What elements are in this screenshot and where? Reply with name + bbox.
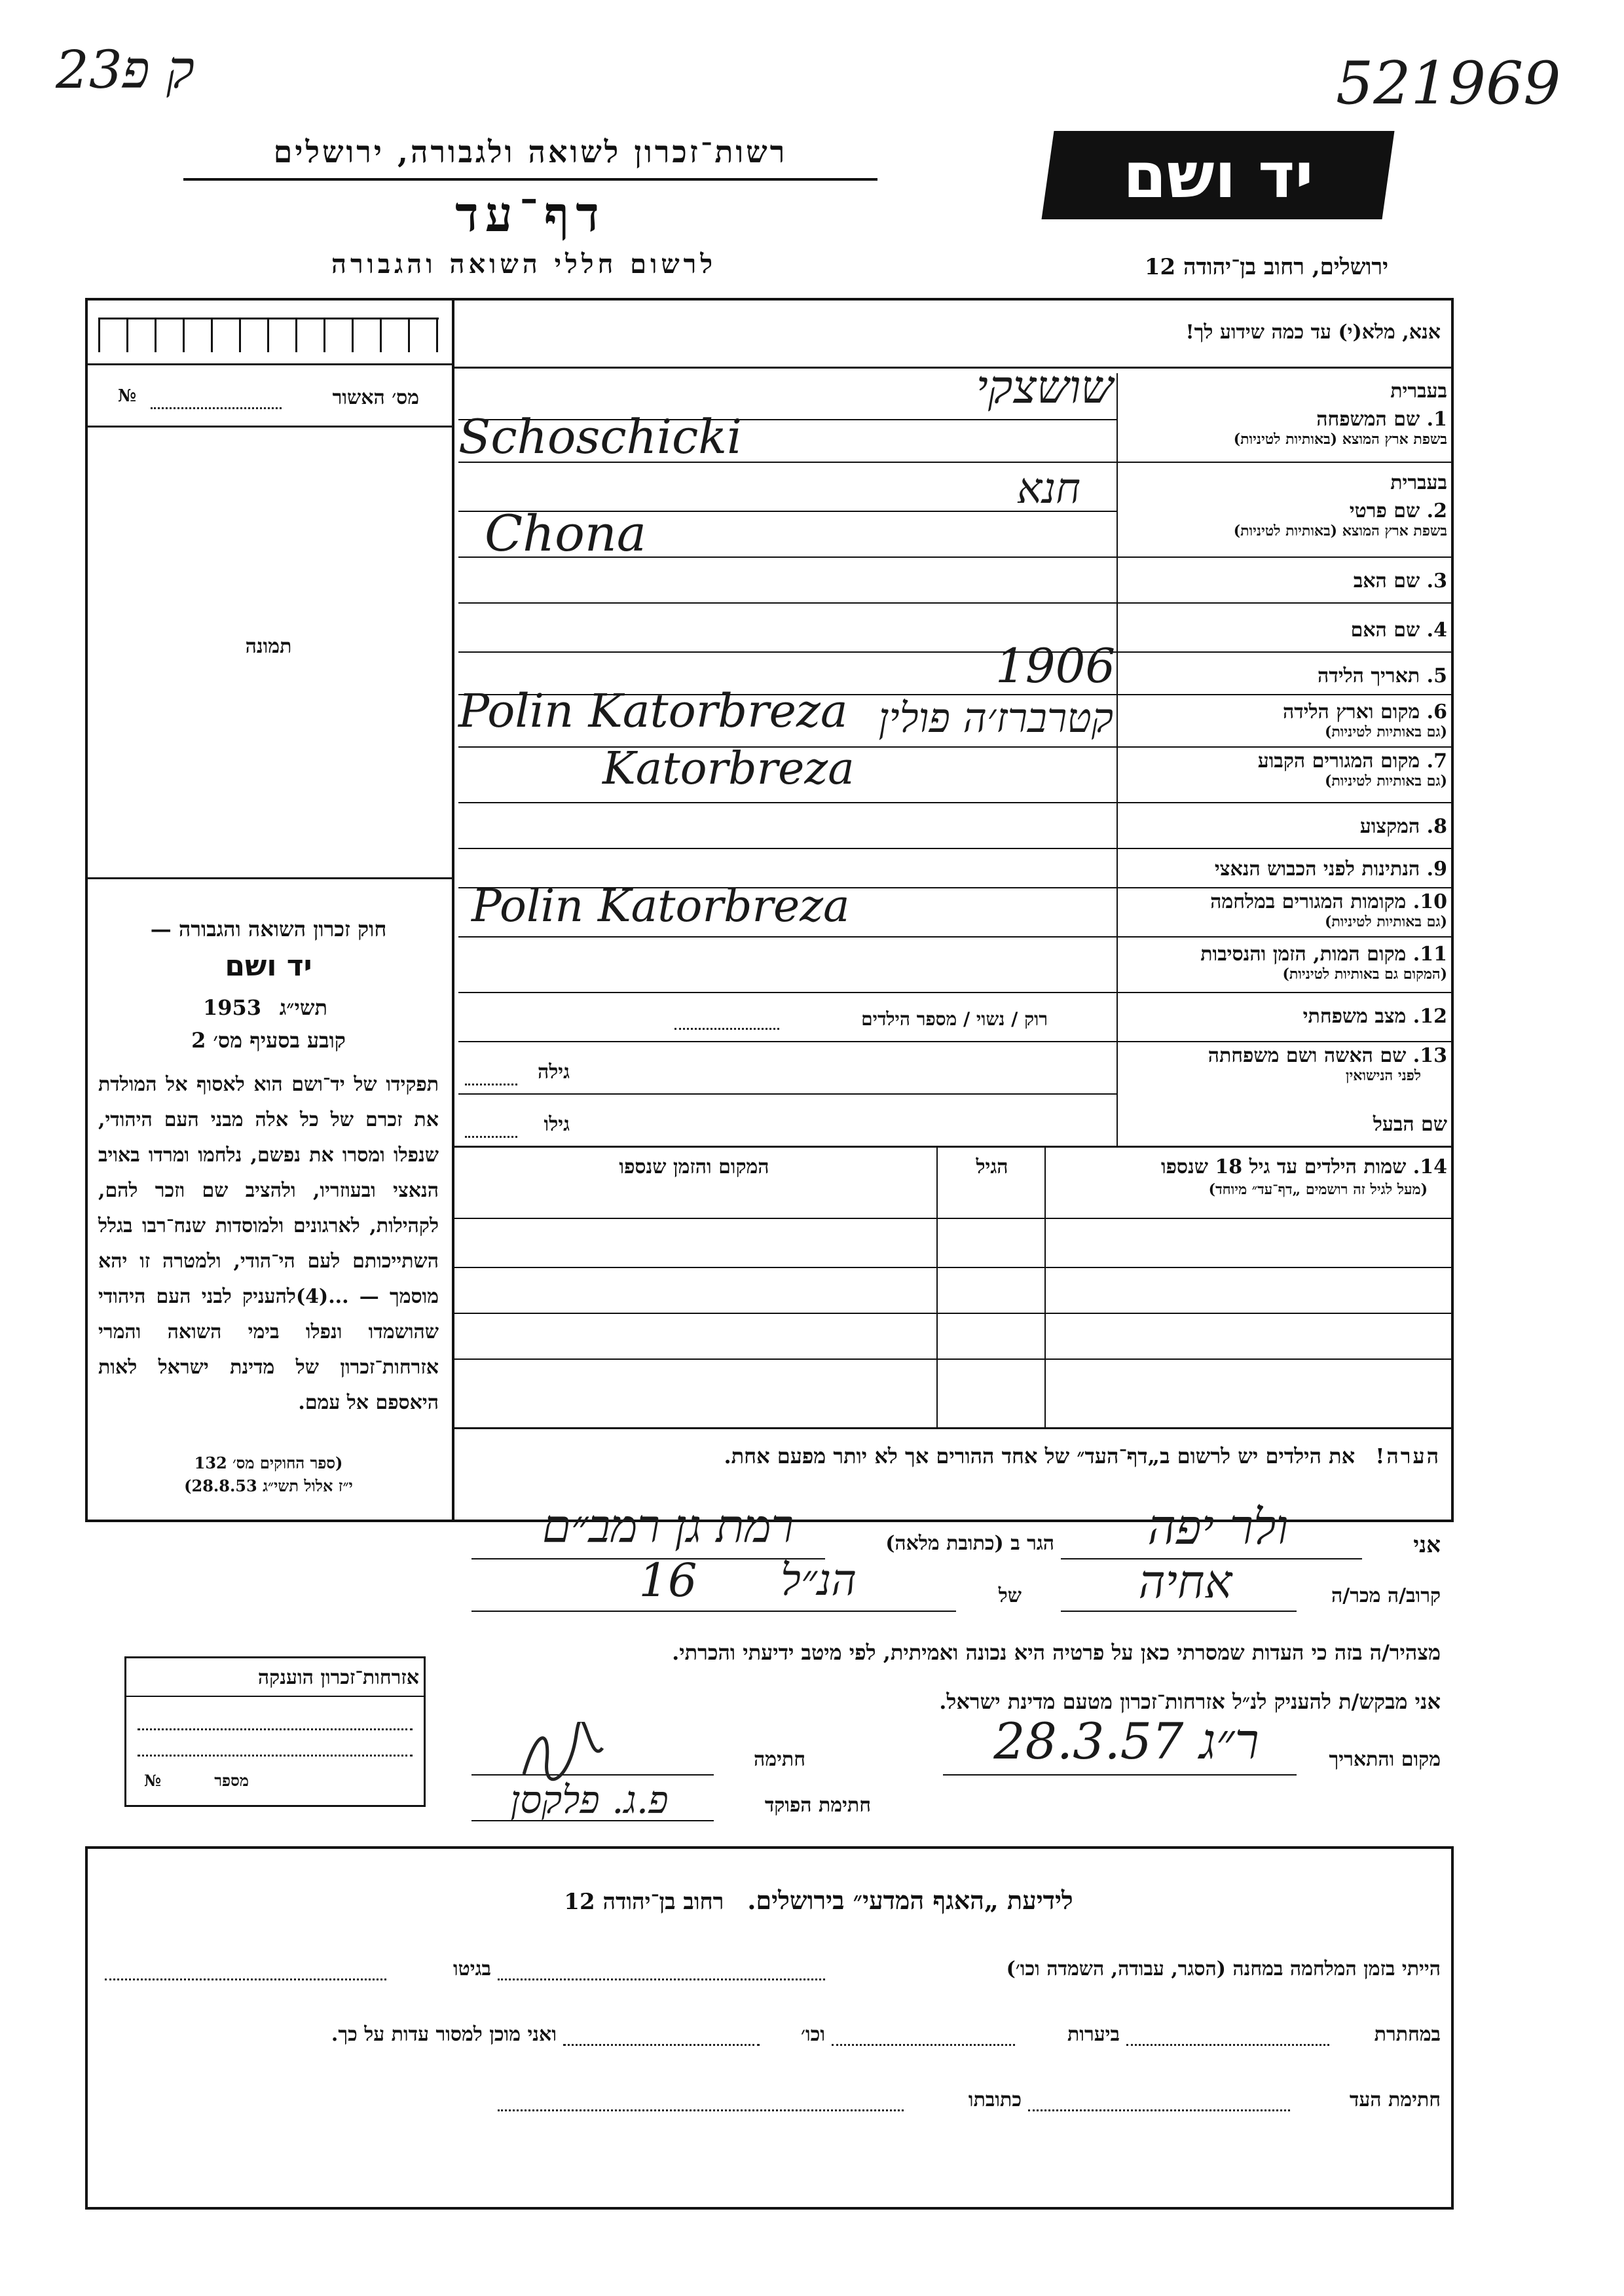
approval-label: מס׳ האשור bbox=[332, 386, 419, 409]
of-value[interactable]: הנ״ל bbox=[780, 1555, 857, 1605]
field-3-num: 3. bbox=[1426, 570, 1447, 592]
citizenship-number-label: מספר bbox=[214, 1771, 249, 1790]
field-10-value-latin[interactable]: Polin Katorbreza bbox=[471, 881, 850, 932]
of-label: של bbox=[998, 1584, 1022, 1607]
approval-num-sign: № bbox=[118, 386, 137, 406]
field-10-num: 10. bbox=[1412, 890, 1447, 913]
field-7-value-latin[interactable]: Katorbreza bbox=[602, 743, 855, 795]
field-1-label: שם המשפחה bbox=[1316, 408, 1420, 431]
field-6-sub: (גם באותיות לטיניות) bbox=[1324, 723, 1447, 740]
relation-value[interactable]: אחיה bbox=[1138, 1555, 1232, 1609]
declarant-i-label: אני bbox=[1413, 1532, 1441, 1558]
field-7-num: 7. bbox=[1426, 750, 1447, 773]
field-1-sub: בשפת ארץ המוצא (באותיות לטיניות) bbox=[1233, 431, 1447, 448]
field-5-label: תאריך הלידה bbox=[1318, 665, 1420, 687]
footer-camp-line[interactable] bbox=[498, 1978, 825, 1980]
child-row-1[interactable] bbox=[452, 1267, 1454, 1268]
law-clause: קובע בסעיף מס׳ 2 bbox=[191, 1028, 346, 1053]
children-col-age: הגיל bbox=[976, 1156, 1008, 1178]
footer-etc-line[interactable] bbox=[563, 2044, 760, 2046]
footer-title: לידיעת „האגף המדעי״ בירושלים. bbox=[747, 1886, 1073, 1915]
officer-signature-value[interactable]: פ.ג. פלקסן bbox=[510, 1777, 669, 1822]
yad-vashem-logo bbox=[1042, 131, 1395, 219]
law-source: (ספר החוקים מס׳ 132 bbox=[194, 1453, 343, 1472]
law-text: תפקידו של יד־ושם הוא לאסוף אל המולדת את זכרם של כל אלה מבני העם היהודי, שנפלו ומסרו את נפשם, נלחמו ומרדו באויב הנאצי ובעוזריו, ולהציב שם וזכר להם, לקהילות, לארגונים ולמוסדות שנח־רבו בגלל השתייכותם לעם הי־הודי, ולמטרה זו יהא מוסמך — ...(4)להעניק לבני העם היהודי שהושמדו ונפלו בימי השואה והמרי אזרחות־זכרון של מדינת ישראל לאות היאספם אל עמם. bbox=[98, 1073, 439, 1414]
footer-witness-sig-line[interactable] bbox=[1028, 2109, 1290, 2111]
signature-label: חתימה bbox=[754, 1748, 805, 1771]
officer-label: חתימת הפוקד bbox=[764, 1794, 871, 1817]
handwritten-ref-left: 23ק פ bbox=[56, 39, 194, 100]
field-6-label: מקום וארץ הלידה bbox=[1282, 701, 1420, 723]
field-8-num: 8. bbox=[1426, 815, 1447, 838]
approval-tick-boxes bbox=[98, 318, 439, 352]
field-10-label: מקומות המגורים במלחמה bbox=[1210, 890, 1407, 913]
form-title: דף־עד bbox=[455, 187, 606, 243]
address: ירושלים, רחוב בן־יהודה 12 bbox=[1144, 254, 1388, 280]
remark-text: את הילדים יש לרשום ב„דף־העד״ של אחד ההורים אך לא יותר מפעם אחת. bbox=[724, 1444, 1356, 1468]
field-11-label: מקום המות, הזמן והנסיבות bbox=[1200, 943, 1407, 966]
place-date-label: מקום והתאריך bbox=[1329, 1748, 1441, 1771]
field-9-num: 9. bbox=[1426, 858, 1447, 881]
footer-witness-sig-label: חתימת העד bbox=[1349, 2088, 1441, 2111]
place-date-value[interactable]: ר״ג 28.3.57 bbox=[993, 1712, 1259, 1770]
field-11-sub: (המקום גם באותיות לטיניות) bbox=[1282, 966, 1447, 983]
field-4-label: שם האם bbox=[1350, 619, 1420, 642]
field-2-label: שם פרטי bbox=[1349, 500, 1420, 522]
photo-label: תמונה bbox=[245, 635, 292, 658]
field-6-value-hebrew[interactable]: קטרברז׳ה פולין bbox=[878, 694, 1113, 742]
field-4-num: 4. bbox=[1426, 619, 1447, 642]
law-title: חוק זכרון השואה והגבורה — bbox=[150, 917, 387, 941]
declarant-name-value[interactable]: ולר יפה bbox=[1147, 1499, 1289, 1556]
field-12-num: 12. bbox=[1412, 1005, 1447, 1028]
top-note: אנא, מלא(י) עד כמה שידוע לך! bbox=[1185, 321, 1441, 344]
footer-underground-label: במחתרת bbox=[1374, 2023, 1441, 2046]
footer-forests-label: ביערות bbox=[1067, 2023, 1120, 2046]
citizenship-num-sign: № bbox=[144, 1771, 162, 1790]
form-subtitle: לרשום חללי השואה והגבורה bbox=[331, 249, 717, 280]
husband-age-label: גילו bbox=[544, 1113, 570, 1136]
relation-label: קרוב/ה מכר/ה bbox=[1331, 1584, 1441, 1607]
child-row-3[interactable] bbox=[452, 1358, 1454, 1360]
footer-camp-label: הייתי בזמן המלחמה במחנה (הסגר, עבודה, השמדה וכו׳) bbox=[1006, 1958, 1441, 1980]
husband-name-label: שם הבעל bbox=[1373, 1113, 1447, 1136]
declarant-resides-value[interactable]: רמת גן רמב״ם 16 bbox=[542, 1499, 794, 1607]
field-10-sub: (גם באותיות לטיניות) bbox=[1324, 913, 1447, 930]
footer-ghetto-line[interactable] bbox=[105, 1978, 386, 1980]
field-1-hebrew-tag: בעברית bbox=[1390, 380, 1447, 403]
request-text: אני מבקש/ת להעניק לנ״ל אזרחות־זכרון מטעם מדינת ישראל. bbox=[939, 1689, 1441, 1714]
handwritten-ref-right: 521969 bbox=[1336, 49, 1561, 118]
field-2-value-hebrew[interactable]: חנא bbox=[1016, 465, 1080, 513]
field-7-label: מקום המגורים הקבוע bbox=[1257, 750, 1420, 773]
child-row-2[interactable] bbox=[452, 1313, 1454, 1314]
children-sub: (מעל לגיל זה רושמים „דף־עד״ מיוחד) bbox=[1208, 1181, 1428, 1198]
law-name: יד ושם bbox=[225, 949, 312, 983]
logo-text: יד ושם bbox=[1122, 138, 1314, 212]
footer-testimony-label: ואני מוכן למסור עדות על כך. bbox=[331, 2023, 557, 2046]
field-11-num: 11. bbox=[1412, 943, 1447, 966]
field-12-label: מצב משפחתי bbox=[1302, 1005, 1407, 1028]
field-5-value[interactable]: 1906 bbox=[995, 638, 1116, 693]
field-6-num: 6. bbox=[1426, 701, 1447, 723]
law-year-heb: תשי״ג bbox=[279, 995, 327, 1020]
children-col-place: המקום והזמן שנספו bbox=[619, 1156, 769, 1178]
field-1-value-hebrew[interactable]: שושצקי bbox=[976, 360, 1113, 414]
children-title: שמות הילדים עד גיל 18 שנספו bbox=[1160, 1156, 1407, 1178]
field-2-hebrew-tag: בעברית bbox=[1390, 471, 1447, 494]
footer-etc-label: וכו׳ bbox=[801, 2023, 825, 2046]
field-8-label: המקצוע bbox=[1359, 815, 1420, 838]
field-12-options: רוק / נשוי / מספר הילדים bbox=[861, 1008, 1048, 1030]
field-3-input-line[interactable] bbox=[458, 602, 1454, 604]
field-13-sub: לפני הנישואין bbox=[1345, 1067, 1421, 1084]
remark-label: הערה! bbox=[1375, 1444, 1441, 1468]
field-2-num: 2. bbox=[1426, 500, 1447, 522]
field-5-num: 5. bbox=[1426, 665, 1447, 687]
authority-title: רשות־זכרון לשואה ולגבורה, ירושלים bbox=[273, 134, 788, 170]
law-year: 1953 bbox=[203, 995, 262, 1020]
field-6-value-latin[interactable]: Polin Katorbreza bbox=[458, 684, 848, 738]
footer-witness-address-line[interactable] bbox=[498, 2109, 904, 2111]
field-2-sub: בשפת ארץ המוצא (באותיות לטיניות) bbox=[1233, 522, 1447, 539]
declaration-text: מצהיר/ה בזה כי העדות שמסרתי כאן על פרטיה היא נכונה ואמיתית, לפי מיטב ידיעתי והכרתי. bbox=[672, 1640, 1441, 1665]
footer-forests-line[interactable] bbox=[832, 2044, 1015, 2046]
field-13-num: 13. bbox=[1412, 1044, 1447, 1067]
field-3-label: שם האב bbox=[1353, 570, 1420, 592]
footer-address: רחוב בן־יהודה 12 bbox=[564, 1889, 724, 1915]
field-1-num: 1. bbox=[1426, 408, 1447, 431]
law-source-date: י״ז אלול תשי״ג 28.8.53) bbox=[184, 1476, 353, 1495]
children-num: 14. bbox=[1412, 1156, 1447, 1178]
field-8-input-line[interactable] bbox=[458, 848, 1454, 849]
field-13-age-label: גילה bbox=[537, 1061, 570, 1084]
footer-ghetto-label: בגיטו bbox=[452, 1958, 491, 1980]
field-7-sub: (גם באותיות לטיניות) bbox=[1324, 773, 1447, 790]
footer-witness-address-label: כתובתו bbox=[968, 2088, 1022, 2111]
field-1-value-latin[interactable]: Schoschicki bbox=[458, 409, 743, 464]
field-2-value-latin[interactable]: Chona bbox=[485, 504, 647, 562]
footer-underground-line[interactable] bbox=[1126, 2044, 1329, 2046]
field-9-label: הנתינות לפני הכבוש הנאצי bbox=[1214, 858, 1420, 881]
declarant-resides-label: הגר ב (כתובת מלאה) bbox=[885, 1532, 1054, 1555]
field-13-label: שם האשה ושם משפחתה bbox=[1208, 1044, 1407, 1067]
field-4-input-line[interactable] bbox=[458, 651, 1454, 653]
citizenship-title: אזרחות־זכרון הוענקה bbox=[257, 1666, 419, 1689]
